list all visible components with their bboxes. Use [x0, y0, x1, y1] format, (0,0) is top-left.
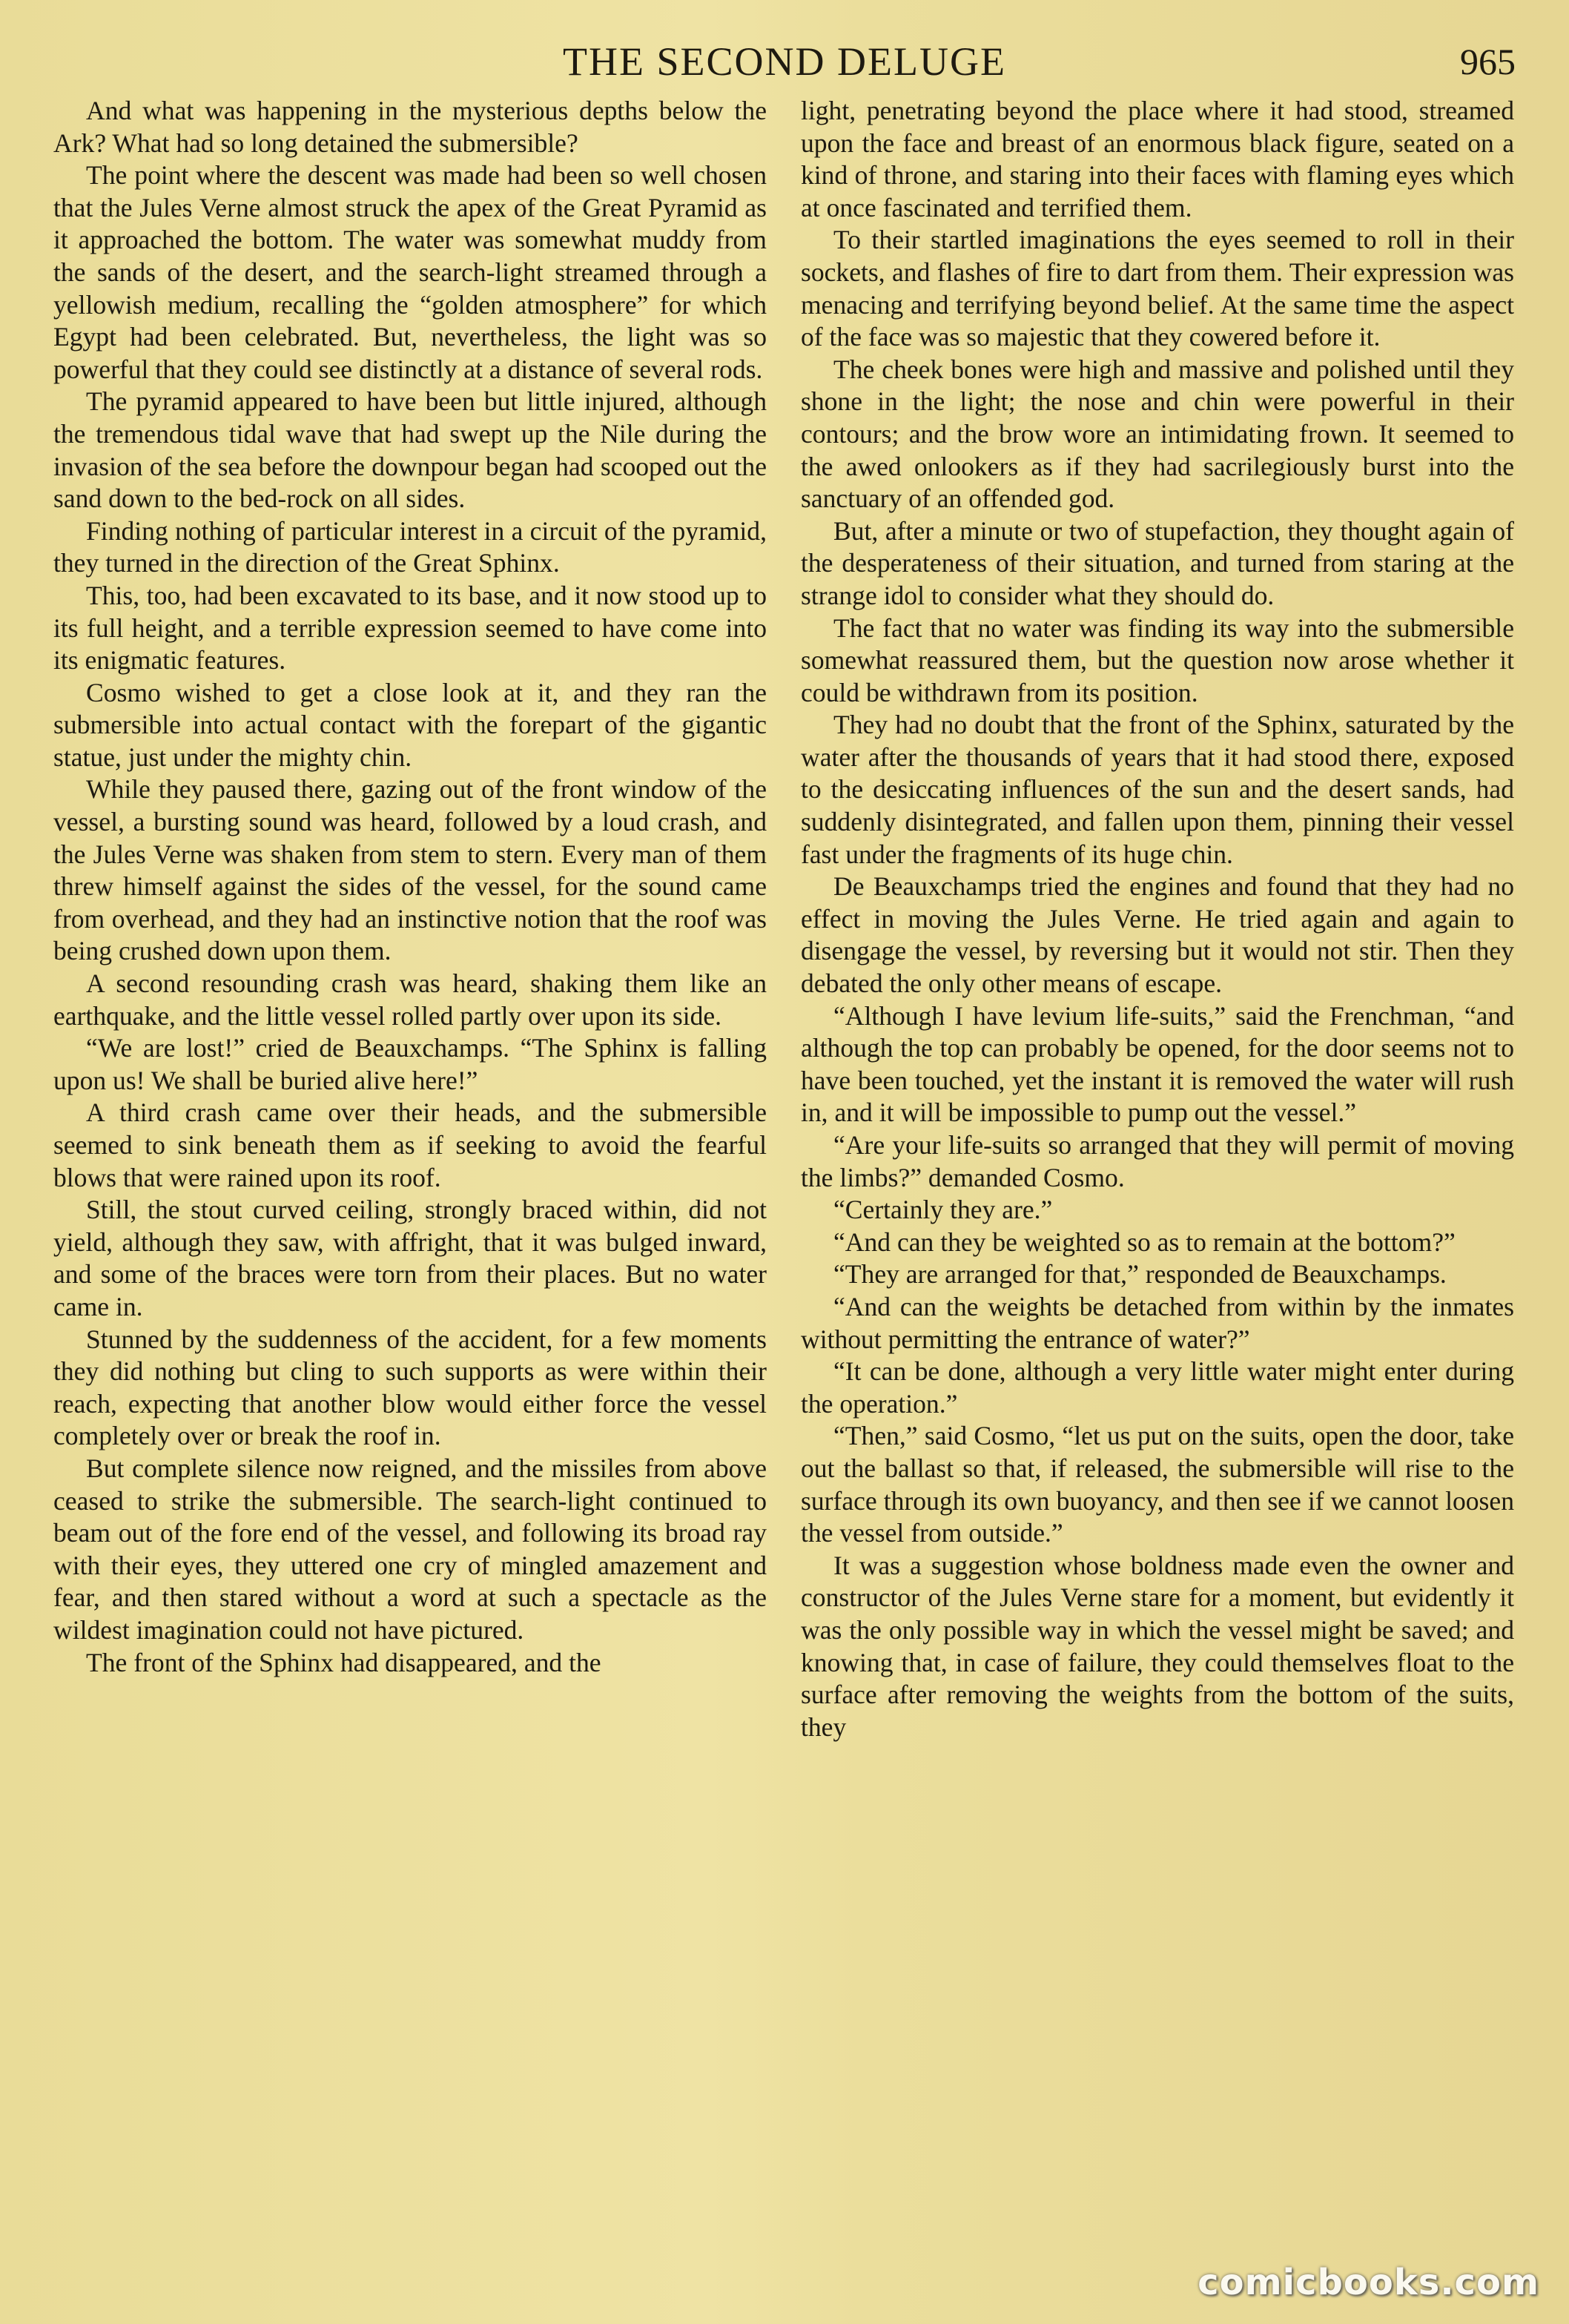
paragraph: Stunned by the suddenness of the accident, for a few moments they did nothing but cling to such supports as were within their reach, expecting that another blow would either force the vessel completely over or break the roof in. — [53, 1324, 767, 1451]
right-column — [801, 95, 1514, 1743]
paragraph: To their startled imaginations the eyes seemed to roll in their sockets, and flashes of fire to dart from them. Their expression was menacing and terrifying beyond belief. At the same time the aspect of the face was so majestic that they cowered before it. — [801, 225, 1514, 352]
page-title: THE SECOND DELUGE — [563, 39, 1006, 84]
page-number: 965 — [1460, 41, 1516, 82]
paragraph: But, after a minute or two of stupefaction, they thought again of the desperateness of their situation, and turned from staring at the strange idol to consider what they should do. — [801, 515, 1514, 610]
paragraph: Cosmo wished to get a close look at it, and they ran the submersible into actual contact with the forepart of the gigantic statue, just under the mighty chin. — [53, 677, 767, 772]
paragraph: The front of the Sphinx had disappeared, and the — [86, 1647, 601, 1677]
paragraph: They had no doubt that the front of the Sphinx, saturated by the water after the thousands of years that it had stood there, exposed to the desiccating influences of the sun and the desert sands, had suddenly disintegrated, and fallen upon them, pinning their vessel fast under the fragments of its huge chin. — [801, 710, 1514, 869]
paragraph: It was a suggestion whose boldness made even the owner and constructor of the Jules Verne stare for a moment, but evidently it was the only possible way in which the vessel might be saved; and knowing that, in case of failure, they could themselves float to the surface after removing the weights from the bottom of the suits, they — [801, 1550, 1514, 1742]
paragraph: But complete silence now reigned, and the missiles from above ceased to strike the submersible. The search-light continued to beam out of the fore end of the vessel, and following its broad ray with their eyes, they uttered one cry of mingled amazement and fear, and then stared without a word at such a spectacle as the wildest imagination could not have pictured. — [53, 1453, 767, 1645]
left-column — [53, 95, 767, 1679]
paragraph: And what was happening in the mysterious depths below the Ark? What had so long detained the submersible? — [53, 96, 767, 158]
paragraph: “It can be done, although a very little water might enter during the operation.” — [801, 1356, 1514, 1419]
paragraph: De Beauxchamps tried the engines and found that they had no effect in moving the Jules Verne. He tried again and again to disengage the vessel, by reversing but it would not stir. Then they debated the only other means of escape. — [801, 871, 1514, 999]
paragraph: Finding nothing of particular interest in a circuit of the pyramid, they turned in the direction of the Great Sphinx. — [53, 515, 767, 578]
paragraph: Still, the stout curved ceiling, strongly braced within, did not yield, although they saw, with affright, that it was bulged inward, and some of the braces were torn from their places. But no water came in. — [53, 1195, 767, 1321]
paragraph: “Certainly they are.” — [833, 1195, 1053, 1225]
paragraph-continued: light, penetrating beyond the place where it had stood, streamed upon the face and breast of an enormous black figure, seated on a kind of throne, and staring into their faces with flaming eyes which at once fascinated and terrified them. — [801, 96, 1514, 222]
paragraph: A second resounding crash was heard, shaking them like an earthquake, and the little vessel rolled partly over upon its side. — [53, 968, 767, 1031]
paragraph: This, too, had been excavated to its base, and it now stood up to its full height, and a terrible expression seemed to have come into its enigmatic features. — [53, 580, 767, 676]
paragraph: The point where the descent was made had been so well chosen that the Jules Verne almost struck the apex of the Great Pyramid as it approached the bottom. The water was somewhat muddy from the sands of the desert, and the search-light streamed through a yellowish medium, recalling the “golden atmosphere” for which Egypt had been celebrated. But, nevertheless, the light was so powerful that they could see distinctly at a distance of several rods. — [53, 160, 767, 384]
running-header — [0, 36, 1569, 88]
paragraph: “Are your life-suits so arranged that they will permit of moving the limbs?” demanded Cosmo. — [801, 1130, 1514, 1192]
paragraph: A third crash came over their heads, and the submersible seemed to sink beneath them as if seeking to avoid the fearful blows that were rained upon its roof. — [53, 1097, 767, 1192]
paragraph: While they paused there, gazing out of the front window of the vessel, a bursting sound was heard, followed by a loud crash, and the Jules Verne was shaken from stem to stern. Every man of them threw himself against the sides of the vessel, for the sound came from overhead, and they had an instinctive notion that the roof was being crushed down upon them. — [53, 774, 767, 966]
paragraph: “Then,” said Cosmo, “let us put on the suits, open the door, take out the ballast so that, if released, the submersible will rise to the surface through its own buoyancy, and then see if we cannot loosen the vessel from outside.” — [801, 1421, 1514, 1548]
watermark-logo: comicbooks.com — [1198, 2262, 1539, 2303]
paragraph: The cheek bones were high and massive and polished until they shone in the light; the nose and chin were powerful in their contours; and the brow wore an intimidating frown. It seemed to the awed onlookers as if they had sacrilegiously burst into the sanctuary of an offended god. — [801, 354, 1514, 514]
paragraph: The fact that no water was finding its way into the submersible somewhat reassured them, but the question now arose whether it could be withdrawn from its position. — [801, 613, 1514, 707]
paragraph: “And can the weights be detached from within by the inmates without permitting the entrance of water?” — [801, 1291, 1514, 1354]
paragraph: The pyramid appeared to have been but little injured, although the tremendous tidal wave that had swept up the Nile during the invasion of the sea before the downpour began had scooped out the sand down to the bed-rock on all sides. — [53, 386, 767, 514]
paragraph: “We are lost!” cried de Beauxchamps. “The Sphinx is falling upon us! We shall be buried alive here!” — [53, 1033, 767, 1095]
paragraph: “And can they be weighted so as to remain at the bottom?” — [833, 1227, 1456, 1257]
paragraph: “Although I have levium life-suits,” said the Frenchman, “and although the top can probably be opened, for the door seems not to have been touched, yet the instant it is removed the water will rush in, and it will be impossible to pump out the vessel.” — [801, 1000, 1514, 1128]
paragraph: “They are arranged for that,” responded de Beauxchamps. — [833, 1259, 1447, 1290]
